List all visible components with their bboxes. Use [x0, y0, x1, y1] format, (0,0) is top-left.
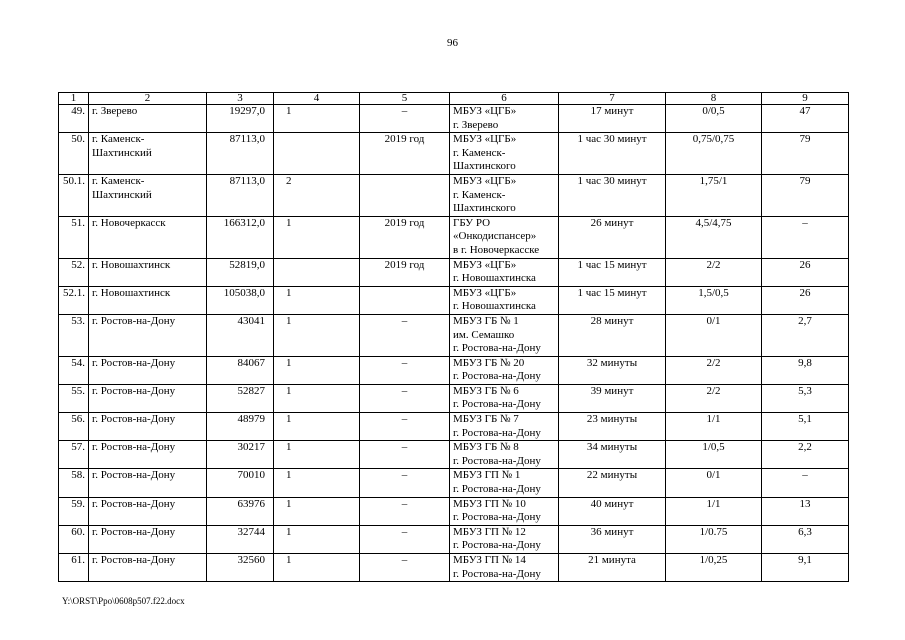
- organization-cell: МБУЗ ГБ № 6 г. Ростова-на-Дону: [450, 384, 559, 412]
- population-cell: 52827: [207, 384, 274, 412]
- travel-time-cell: 1 час 30 минут: [559, 133, 666, 175]
- row-number: 58.: [59, 469, 89, 497]
- distance-cell: 9,8: [762, 356, 849, 384]
- footer-file-path: Y:\ORST\Ppo\0608p507.f22.docx: [62, 596, 185, 606]
- row-number: 57.: [59, 441, 89, 469]
- ratio-cell: 1/1: [666, 497, 762, 525]
- organization-cell: МБУЗ ГП № 1 г. Ростова-на-Дону: [450, 469, 559, 497]
- population-cell: 105038,0: [207, 286, 274, 314]
- row-number: 50.: [59, 133, 89, 175]
- population-cell: 87113,0: [207, 174, 274, 216]
- table-row: [59, 497, 849, 525]
- distance-cell: –: [762, 216, 849, 258]
- travel-time-cell: 23 минуты: [559, 413, 666, 441]
- row-number: 55.: [59, 384, 89, 412]
- distance-cell: 5,1: [762, 413, 849, 441]
- year-cell: –: [360, 413, 450, 441]
- ratio-cell: 1,75/1: [666, 174, 762, 216]
- header-cell-4: 4: [274, 93, 360, 105]
- distance-cell: 2,7: [762, 314, 849, 356]
- year-cell: 2019 год: [360, 258, 450, 286]
- header-cell-1: 1: [59, 93, 89, 105]
- table-body: [59, 93, 849, 582]
- ratio-cell: 4,5/4,75: [666, 216, 762, 258]
- ratio-cell: 0,75/0,75: [666, 133, 762, 175]
- ratio-cell: 2/2: [666, 258, 762, 286]
- population-cell: 166312,0: [207, 216, 274, 258]
- travel-time-cell: 22 минуты: [559, 469, 666, 497]
- header-cell-5: 5: [360, 93, 450, 105]
- city-cell: г. Ростов-на-Дону: [89, 384, 207, 412]
- table-row: [59, 258, 849, 286]
- row-number: 54.: [59, 356, 89, 384]
- count-cell: 2: [274, 174, 360, 216]
- data-table: [58, 92, 849, 582]
- city-cell: г. Ростов-на-Дону: [89, 554, 207, 582]
- city-cell: г. Каменск- Шахтинский: [89, 133, 207, 175]
- year-cell: 2019 год: [360, 216, 450, 258]
- distance-cell: 47: [762, 105, 849, 133]
- row-number: 53.: [59, 314, 89, 356]
- count-cell: 1: [274, 525, 360, 553]
- year-cell: [360, 286, 450, 314]
- row-number: 61.: [59, 554, 89, 582]
- distance-cell: 26: [762, 258, 849, 286]
- organization-cell: МБУЗ «ЦГБ» г. Зверево: [450, 105, 559, 133]
- travel-time-cell: 32 минуты: [559, 356, 666, 384]
- distance-cell: 5,3: [762, 384, 849, 412]
- count-cell: 1: [274, 469, 360, 497]
- header-cell-8: 8: [666, 93, 762, 105]
- population-cell: 43041: [207, 314, 274, 356]
- ratio-cell: 1,5/0,5: [666, 286, 762, 314]
- table-row: [59, 469, 849, 497]
- row-number: 52.1.: [59, 286, 89, 314]
- travel-time-cell: 34 минуты: [559, 441, 666, 469]
- year-cell: –: [360, 356, 450, 384]
- travel-time-cell: 1 час 15 минут: [559, 258, 666, 286]
- header-cell-6: 6: [450, 93, 559, 105]
- population-cell: 84067: [207, 356, 274, 384]
- distance-cell: 6,3: [762, 525, 849, 553]
- population-cell: 30217: [207, 441, 274, 469]
- city-cell: г. Новошахтинск: [89, 258, 207, 286]
- year-cell: –: [360, 497, 450, 525]
- ratio-cell: 2/2: [666, 356, 762, 384]
- distance-cell: 26: [762, 286, 849, 314]
- table-row: [59, 174, 849, 216]
- organization-cell: МБУЗ «ЦГБ» г. Каменск- Шахтинского: [450, 133, 559, 175]
- city-cell: г. Ростов-на-Дону: [89, 314, 207, 356]
- header-cell-2: 2: [89, 93, 207, 105]
- organization-cell: МБУЗ ГП № 12 г. Ростова-на-Дону: [450, 525, 559, 553]
- city-cell: г. Ростов-на-Дону: [89, 497, 207, 525]
- header-cell-7: 7: [559, 93, 666, 105]
- travel-time-cell: 40 минут: [559, 497, 666, 525]
- count-cell: [274, 133, 360, 175]
- population-cell: 52819,0: [207, 258, 274, 286]
- ratio-cell: 1/0,5: [666, 441, 762, 469]
- table-row: [59, 441, 849, 469]
- page-number: 96: [447, 37, 458, 49]
- count-cell: 1: [274, 314, 360, 356]
- organization-cell: МБУЗ «ЦГБ» г. Новошахтинска: [450, 258, 559, 286]
- organization-cell: МБУЗ ГП № 10 г. Ростова-на-Дону: [450, 497, 559, 525]
- population-cell: 32744: [207, 525, 274, 553]
- distance-cell: 9,1: [762, 554, 849, 582]
- travel-time-cell: 26 минут: [559, 216, 666, 258]
- year-cell: [360, 174, 450, 216]
- table-row: [59, 413, 849, 441]
- organization-cell: МБУЗ ГБ № 1 им. Семашко г. Ростова-на-Дону: [450, 314, 559, 356]
- city-cell: г. Ростов-на-Дону: [89, 469, 207, 497]
- year-cell: –: [360, 469, 450, 497]
- travel-time-cell: 17 минут: [559, 105, 666, 133]
- travel-time-cell: 1 час 30 минут: [559, 174, 666, 216]
- row-number: 49.: [59, 105, 89, 133]
- population-cell: 87113,0: [207, 133, 274, 175]
- count-cell: 1: [274, 413, 360, 441]
- year-cell: 2019 год: [360, 133, 450, 175]
- year-cell: –: [360, 105, 450, 133]
- count-cell: [274, 258, 360, 286]
- population-cell: 70010: [207, 469, 274, 497]
- organization-cell: МБУЗ «ЦГБ» г. Каменск- Шахтинского: [450, 174, 559, 216]
- city-cell: г. Ростов-на-Дону: [89, 356, 207, 384]
- table-row: [59, 525, 849, 553]
- distance-cell: 79: [762, 133, 849, 175]
- header-cell-9: 9: [762, 93, 849, 105]
- row-number: 56.: [59, 413, 89, 441]
- city-cell: г. Ростов-на-Дону: [89, 413, 207, 441]
- row-number: 60.: [59, 525, 89, 553]
- ratio-cell: 0/1: [666, 314, 762, 356]
- distance-cell: 2,2: [762, 441, 849, 469]
- population-cell: 63976: [207, 497, 274, 525]
- count-cell: 1: [274, 286, 360, 314]
- population-cell: 32560: [207, 554, 274, 582]
- table-row: [59, 216, 849, 258]
- ratio-cell: 2/2: [666, 384, 762, 412]
- row-number: 51.: [59, 216, 89, 258]
- organization-cell: ГБУ РО «Онкодиспансер» в г. Новочеркасске: [450, 216, 559, 258]
- distance-cell: 13: [762, 497, 849, 525]
- count-cell: 1: [274, 554, 360, 582]
- population-cell: 19297,0: [207, 105, 274, 133]
- table-row: [59, 286, 849, 314]
- travel-time-cell: 28 минут: [559, 314, 666, 356]
- table-row: [59, 384, 849, 412]
- count-cell: 1: [274, 216, 360, 258]
- distance-cell: 79: [762, 174, 849, 216]
- ratio-cell: 1/0,25: [666, 554, 762, 582]
- table-row: [59, 133, 849, 175]
- organization-cell: МБУЗ ГП № 14 г. Ростова-на-Дону: [450, 554, 559, 582]
- city-cell: г. Ростов-на-Дону: [89, 441, 207, 469]
- city-cell: г. Зверево: [89, 105, 207, 133]
- organization-cell: МБУЗ ГБ № 7 г. Ростова-на-Дону: [450, 413, 559, 441]
- ratio-cell: 1/0.75: [666, 525, 762, 553]
- travel-time-cell: 1 час 15 минут: [559, 286, 666, 314]
- row-number: 59.: [59, 497, 89, 525]
- population-cell: 48979: [207, 413, 274, 441]
- year-cell: –: [360, 441, 450, 469]
- year-cell: –: [360, 314, 450, 356]
- table-row: [59, 105, 849, 133]
- table-row: [59, 554, 849, 582]
- count-cell: 1: [274, 497, 360, 525]
- table-row: [59, 314, 849, 356]
- year-cell: –: [360, 384, 450, 412]
- travel-time-cell: 21 минута: [559, 554, 666, 582]
- organization-cell: МБУЗ ГБ № 8 г. Ростова-на-Дону: [450, 441, 559, 469]
- city-cell: г. Каменск- Шахтинский: [89, 174, 207, 216]
- table-row: [59, 356, 849, 384]
- city-cell: г. Новошахтинск: [89, 286, 207, 314]
- year-cell: –: [360, 554, 450, 582]
- header-cell-3: 3: [207, 93, 274, 105]
- count-cell: 1: [274, 384, 360, 412]
- city-cell: г. Ростов-на-Дону: [89, 525, 207, 553]
- ratio-cell: 0/0,5: [666, 105, 762, 133]
- distance-cell: –: [762, 469, 849, 497]
- count-cell: 1: [274, 441, 360, 469]
- count-cell: 1: [274, 356, 360, 384]
- row-number: 52.: [59, 258, 89, 286]
- organization-cell: МБУЗ ГБ № 20 г. Ростова-на-Дону: [450, 356, 559, 384]
- year-cell: –: [360, 525, 450, 553]
- count-cell: 1: [274, 105, 360, 133]
- table-header-row: [59, 93, 849, 105]
- city-cell: г. Новочеркасск: [89, 216, 207, 258]
- organization-cell: МБУЗ «ЦГБ» г. Новошахтинска: [450, 286, 559, 314]
- ratio-cell: 1/1: [666, 413, 762, 441]
- travel-time-cell: 39 минут: [559, 384, 666, 412]
- travel-time-cell: 36 минут: [559, 525, 666, 553]
- ratio-cell: 0/1: [666, 469, 762, 497]
- row-number: 50.1.: [59, 174, 89, 216]
